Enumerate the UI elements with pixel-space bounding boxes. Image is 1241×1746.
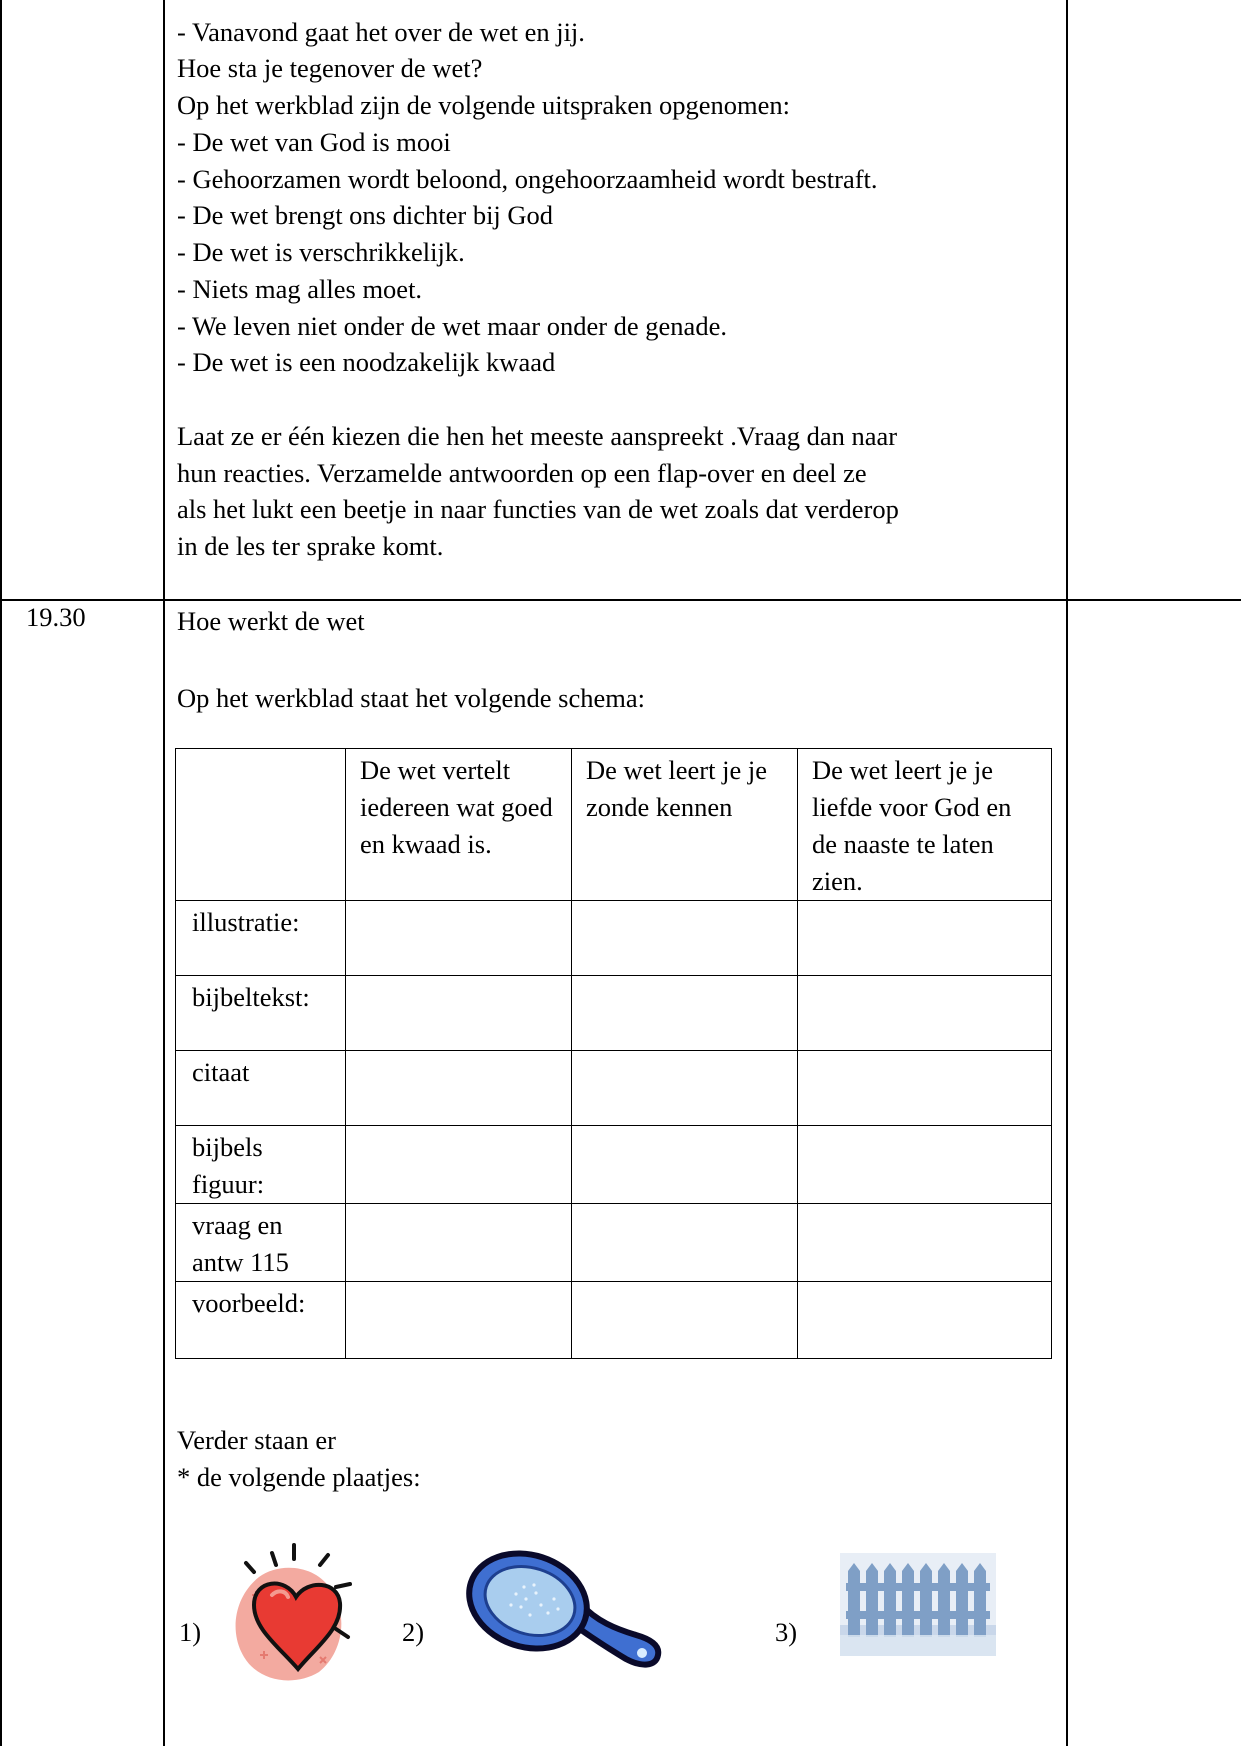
schema-row	[176, 1204, 1052, 1282]
paragraph-line: in de les ter sprake komt.	[177, 531, 444, 561]
schema-row-label: illustratie:	[176, 901, 346, 976]
outer-table-col-divider-2	[1066, 0, 1068, 1746]
schema-row-label: bijbeltekst:	[176, 976, 346, 1051]
schema-cell	[798, 1282, 1052, 1359]
schema-cell	[346, 1282, 572, 1359]
schema-table	[175, 748, 1052, 1359]
picture-number: 1)	[179, 1617, 202, 1647]
schema-cell	[572, 1126, 798, 1204]
schema-row	[176, 1282, 1052, 1359]
schema-header-cell: De wet vertelt iedereen wat goed en kwaad is.	[346, 749, 572, 901]
text-line: Op het werkblad zijn de volgende uitspraken opgenomen:	[177, 90, 791, 120]
schema-header-row	[176, 749, 1052, 901]
schema-intro: Op het werkblad staat het volgende schema:	[177, 683, 646, 713]
paragraph-line: als het lukt een beetje in naar functies van de wet zoals dat verderop	[177, 494, 899, 524]
heart-icon	[224, 1537, 368, 1687]
outer-table-col-divider-1	[163, 0, 165, 1746]
outer-table-row-divider	[0, 599, 1241, 601]
picture-number: 3)	[775, 1617, 798, 1647]
text-line: Hoe sta je tegenover de wet?	[177, 53, 483, 83]
schema-header-cell	[176, 749, 346, 901]
time-cell: 19.30	[26, 602, 86, 632]
schema-cell	[798, 1126, 1052, 1204]
paragraph-line: hun reacties. Verzamelde antwoorden op een flap-over en deel ze	[177, 458, 867, 488]
text-line: - De wet is een noodzakelijk kwaad	[177, 347, 556, 377]
text-line: - De wet brengt ons dichter bij God	[177, 200, 554, 230]
schema-row-label: voorbeeld:	[176, 1282, 346, 1359]
text-line: - Gehoorzamen wordt beloond, ongehoorzaamheid wordt bestraft.	[177, 164, 878, 194]
schema-cell	[346, 1051, 572, 1126]
text-line: - Vanavond gaat het over de wet en jij.	[177, 17, 585, 47]
schema-cell	[798, 976, 1052, 1051]
text-line: - We leven niet onder de wet maar onder de genade.	[177, 311, 727, 341]
schema-row	[176, 901, 1052, 976]
schema-cell	[572, 1204, 798, 1282]
schema-row-label: bijbels figuur:	[176, 1126, 346, 1204]
text-line: - Niets mag alles moet.	[177, 274, 423, 304]
text-line: - De wet is verschrikkelijk.	[177, 237, 465, 267]
schema-cell	[346, 1204, 572, 1282]
after-line: * de volgende plaatjes:	[177, 1462, 421, 1492]
schema-cell	[798, 1204, 1052, 1282]
schema-row	[176, 976, 1052, 1051]
schema-cell	[572, 901, 798, 976]
schema-row-label: citaat	[176, 1051, 346, 1126]
picture-number: 2)	[402, 1617, 425, 1647]
schema-cell	[346, 1126, 572, 1204]
schema-header-cell: De wet leert je je liefde voor God en de naaste te laten zien.	[798, 749, 1052, 901]
section-heading: Hoe werkt de wet	[177, 606, 365, 636]
schema-row	[176, 1051, 1052, 1126]
schema-row	[176, 1126, 1052, 1204]
fence-icon	[840, 1553, 996, 1656]
hand-mirror-icon	[466, 1549, 662, 1679]
schema-cell	[346, 901, 572, 976]
schema-cell	[572, 976, 798, 1051]
after-line: Verder staan er	[177, 1425, 336, 1455]
schema-cell	[572, 1282, 798, 1359]
text-line: - De wet van God is mooi	[177, 127, 451, 157]
schema-cell	[798, 901, 1052, 976]
paragraph-line: Laat ze er één kiezen die hen het meeste aanspreekt .Vraag dan naar	[177, 421, 898, 451]
schema-row-label: vraag en antw 115	[176, 1204, 346, 1282]
schema-header-cell: De wet leert je je zonde kennen	[572, 749, 798, 901]
schema-cell	[346, 976, 572, 1051]
schema-cell	[798, 1051, 1052, 1126]
schema-cell	[572, 1051, 798, 1126]
outer-table-left-border	[0, 0, 2, 1746]
